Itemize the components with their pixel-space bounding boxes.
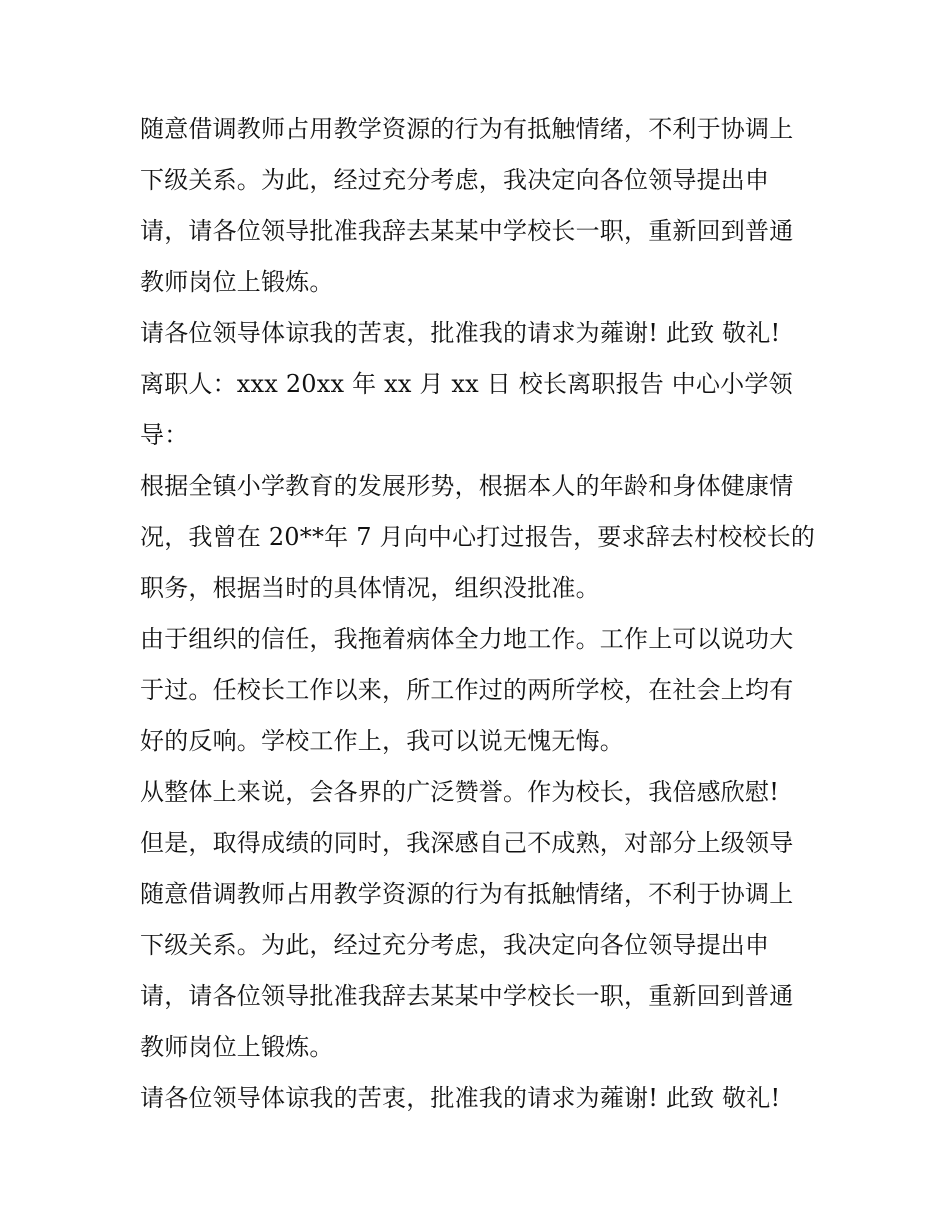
text-line: 下级关系。为此，经过充分考虑，我决定向各位领导提出申 bbox=[140, 931, 770, 959]
text-line: 请，请各位领导批准我辞去某某中学校长一职，重新回到普通 bbox=[140, 217, 794, 245]
text-line: 教师岗位上锻炼。 bbox=[140, 268, 334, 296]
text-line: 教师岗位上锻炼。 bbox=[140, 1033, 334, 1061]
text-line: 根据全镇小学教育的发展形势，根据本人的年龄和身体健康情 bbox=[140, 472, 794, 500]
text-line: 随意借调教师占用教学资源的行为有抵触情绪，不利于协调上 bbox=[140, 115, 794, 143]
text-line: 但是，取得成绩的同时，我深感自己不成熟，对部分上级领导 bbox=[140, 829, 794, 857]
text-line: 离职人：xxx 20xx 年 xx 月 xx 日 校长离职报告 中心小学领 bbox=[140, 370, 793, 398]
text-line: 请各位领导体谅我的苦衷，批准我的请求为蕹谢! 此致 敬礼! bbox=[140, 1084, 781, 1112]
text-line: 由于组织的信任，我拖着病体全力地工作。工作上可以说功大 bbox=[140, 625, 794, 653]
text-line: 下级关系。为此，经过充分考虑，我决定向各位领导提出申 bbox=[140, 166, 770, 194]
document-body bbox=[140, 104, 820, 1124]
text-line: 职务，根据当时的具体情况，组织没批准。 bbox=[140, 574, 600, 602]
text-line: 好的反响。学校工作上，我可以说无愧无悔。 bbox=[140, 727, 624, 755]
text-line: 请各位领导体谅我的苦衷，批准我的请求为蕹谢! 此致 敬礼! bbox=[140, 319, 781, 347]
text-line: 况，我曾在 20**年 7 月向中心打过报告，要求辞去村校校长的 bbox=[140, 523, 816, 551]
text-line: 请，请各位领导批准我辞去某某中学校长一职，重新回到普通 bbox=[140, 982, 794, 1010]
text-line: 从整体上来说，会各界的广泛赞誉。作为校长，我倍感欣慰! bbox=[140, 778, 780, 806]
text-line: 随意借调教师占用教学资源的行为有抵触情绪，不利于协调上 bbox=[140, 880, 794, 908]
text-line: 导： bbox=[140, 421, 189, 449]
text-line: 于过。任校长工作以来，所工作过的两所学校，在社会上均有 bbox=[140, 676, 794, 704]
